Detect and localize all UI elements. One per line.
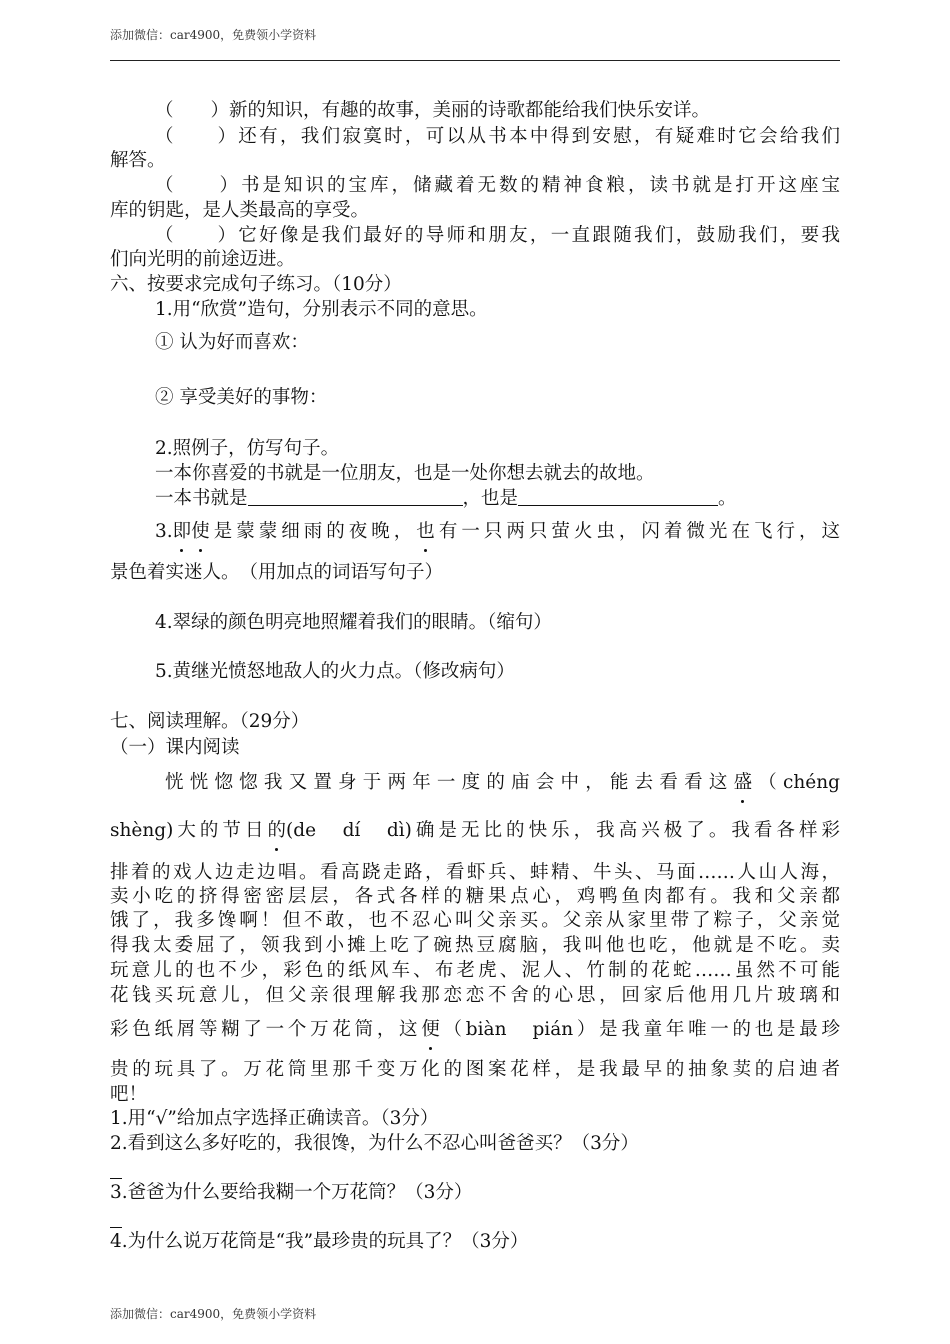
subsection-title: （一）课内阅读 <box>110 737 240 758</box>
answer-blank-2[interactable] <box>518 487 718 506</box>
dotted-char-de: 的 <box>268 818 287 844</box>
passage-text: (de dí dì)确是无比的快乐，我高兴极了。我看各样彩 <box>286 820 840 841</box>
passage-line-3: 排着的戏人边走边唱。看高跷走路，看虾兵、蚌精、牛头、马面……人山人海， <box>110 862 840 883</box>
question-6-1-part-b: ② 享受美好的事物： <box>155 387 328 408</box>
passage-text: 恍恍惚惚我又置身于两年一度的庙会中，能去看看这 <box>165 772 734 793</box>
passage-text: 彩色纸屑等糊了一个万花筒，这 <box>110 1019 422 1040</box>
question-6-3-line-2: 景色着实迷人。 （用加点的词语写句子） <box>110 562 444 583</box>
question-6-2-fill <box>110 486 840 512</box>
ordering-line-5: 库的钥匙，是人类最高的享受。 <box>110 200 370 221</box>
passage-line-2 <box>110 818 840 844</box>
passage-text: （biàn pián）是我童年唯一的也是最珍 <box>439 1019 840 1040</box>
passage-text: （chéng <box>752 772 840 793</box>
question-7-1: 1.用“√”给加点字选择正确读音。（3分） <box>110 1108 439 1129</box>
passage-line-11: 吧！ <box>110 1084 148 1105</box>
question-6-5: 5.黄继光愤怒地敌人的火力点。（修改病句） <box>155 661 515 682</box>
fill-middle: ，也是 <box>462 488 519 509</box>
fill-suffix: 。 <box>718 488 737 509</box>
dotted-char-ye: 也 <box>416 519 435 545</box>
ordering-line-1: （ ）新的知识，有趣的故事，美丽的诗歌都能给我们快乐安详。 <box>155 100 711 121</box>
ordering-line-6: （ ）它好像是我们最好的导师和朋友，一直跟随我们，鼓励我们，要我 <box>155 225 840 246</box>
dotted-char-sheng: 盛 <box>734 770 753 796</box>
ordering-line-3: 解答。 <box>110 150 166 171</box>
page-header: 添加微信：car4900，免费领小学资料 <box>110 28 317 42</box>
question-7-2: 2.看到这么多好吃的，我很馋，为什么不忍心叫爸爸买？（3分） <box>110 1133 639 1154</box>
dotted-char-bian: 便 <box>421 1017 440 1043</box>
header-rule <box>110 60 840 61</box>
passage-line-4: 卖小吃的挤得密密层层，各式各样的糖果点心，鸡鸭鱼肉都有。我和父亲都 <box>110 886 840 907</box>
section-six-title: 六、按要求完成句子练习。（10分） <box>110 274 402 295</box>
passage-text: shèng)大的节日 <box>110 820 268 841</box>
question-7-3: 3.爸爸为什么要给我糊一个万花筒？（3分） <box>110 1182 473 1203</box>
answer-line-mark[interactable] <box>110 1178 122 1179</box>
question-6-4: 4.翠绿的颜色明亮地照耀着我们的眼睛。（缩句） <box>155 612 552 633</box>
ordering-line-4: （ ）书是知识的宝库，储藏着无数的精神食粮，读书就是打开这座宝 <box>155 175 840 196</box>
section-seven-title: 七、阅读理解。（29分） <box>110 711 310 732</box>
passage-line-10: 贵的玩具了。万花筒里那千变万化的图案花样，是我最早的抽象荬的启迪者 <box>110 1059 840 1080</box>
passage-line-6: 得我太委屈了，领我到小摊上吃了碗热豆腐脑，我叫他也吃，他就是不吃。卖 <box>110 935 840 956</box>
passage-line-7: 玩意儿的也不少，彩色的纸风车、布老虎、泥人、竹制的花蛇……虽然不可能 <box>110 960 840 981</box>
answer-line-mark[interactable] <box>110 1227 122 1228</box>
passage-line-8: 花钱买玩意儿，但父亲很理解我那恋恋不舍的心思，回家后他用几片玻璃和 <box>110 985 840 1006</box>
question-6-2: 2.照例子，仿写句子。 <box>155 438 340 459</box>
question-7-4: 4.为什么说万花筒是“我”最珍贵的玩具了？（3分） <box>110 1231 529 1252</box>
ordering-line-2: （ ）还有，我们寂寞时，可以从书本中得到安慰，有疑难时它会给我们 <box>155 126 840 147</box>
passage-line-1 <box>110 770 840 796</box>
answer-blank-1[interactable] <box>248 487 463 506</box>
dotted-char-shi: 使 <box>191 519 210 545</box>
sentence-part: 是蒙蒙细雨的夜晚， <box>209 521 417 542</box>
passage-line-9 <box>110 1017 840 1043</box>
ordering-line-7: 们向光明的前途迈进。 <box>110 249 296 270</box>
question-6-1: 1.用“欣赏”造句，分别表示不同的意思。 <box>155 299 488 320</box>
question-6-2-example: 一本你喜爱的书就是一位朋友，也是一处你想去就去的故地。 <box>155 463 655 484</box>
fill-prefix: 一本书就是 <box>155 488 248 509</box>
question-6-3 <box>110 519 840 545</box>
question-6-1-part-a: ① 认为好而喜欢： <box>155 332 309 353</box>
dotted-char-ji: 即 <box>173 519 192 545</box>
page-footer: 添加微信：car4900，免费领小学资料 <box>110 1307 317 1321</box>
question-number: 3. <box>155 521 173 542</box>
sentence-part: 有一只两只萤火虫，闪着微光在飞行，这 <box>434 521 840 542</box>
passage-line-5: 饿了，我多馋啊！但不敢，也不忍心叫父亲买。父亲从家里带了粽子，父亲觉 <box>110 910 840 931</box>
